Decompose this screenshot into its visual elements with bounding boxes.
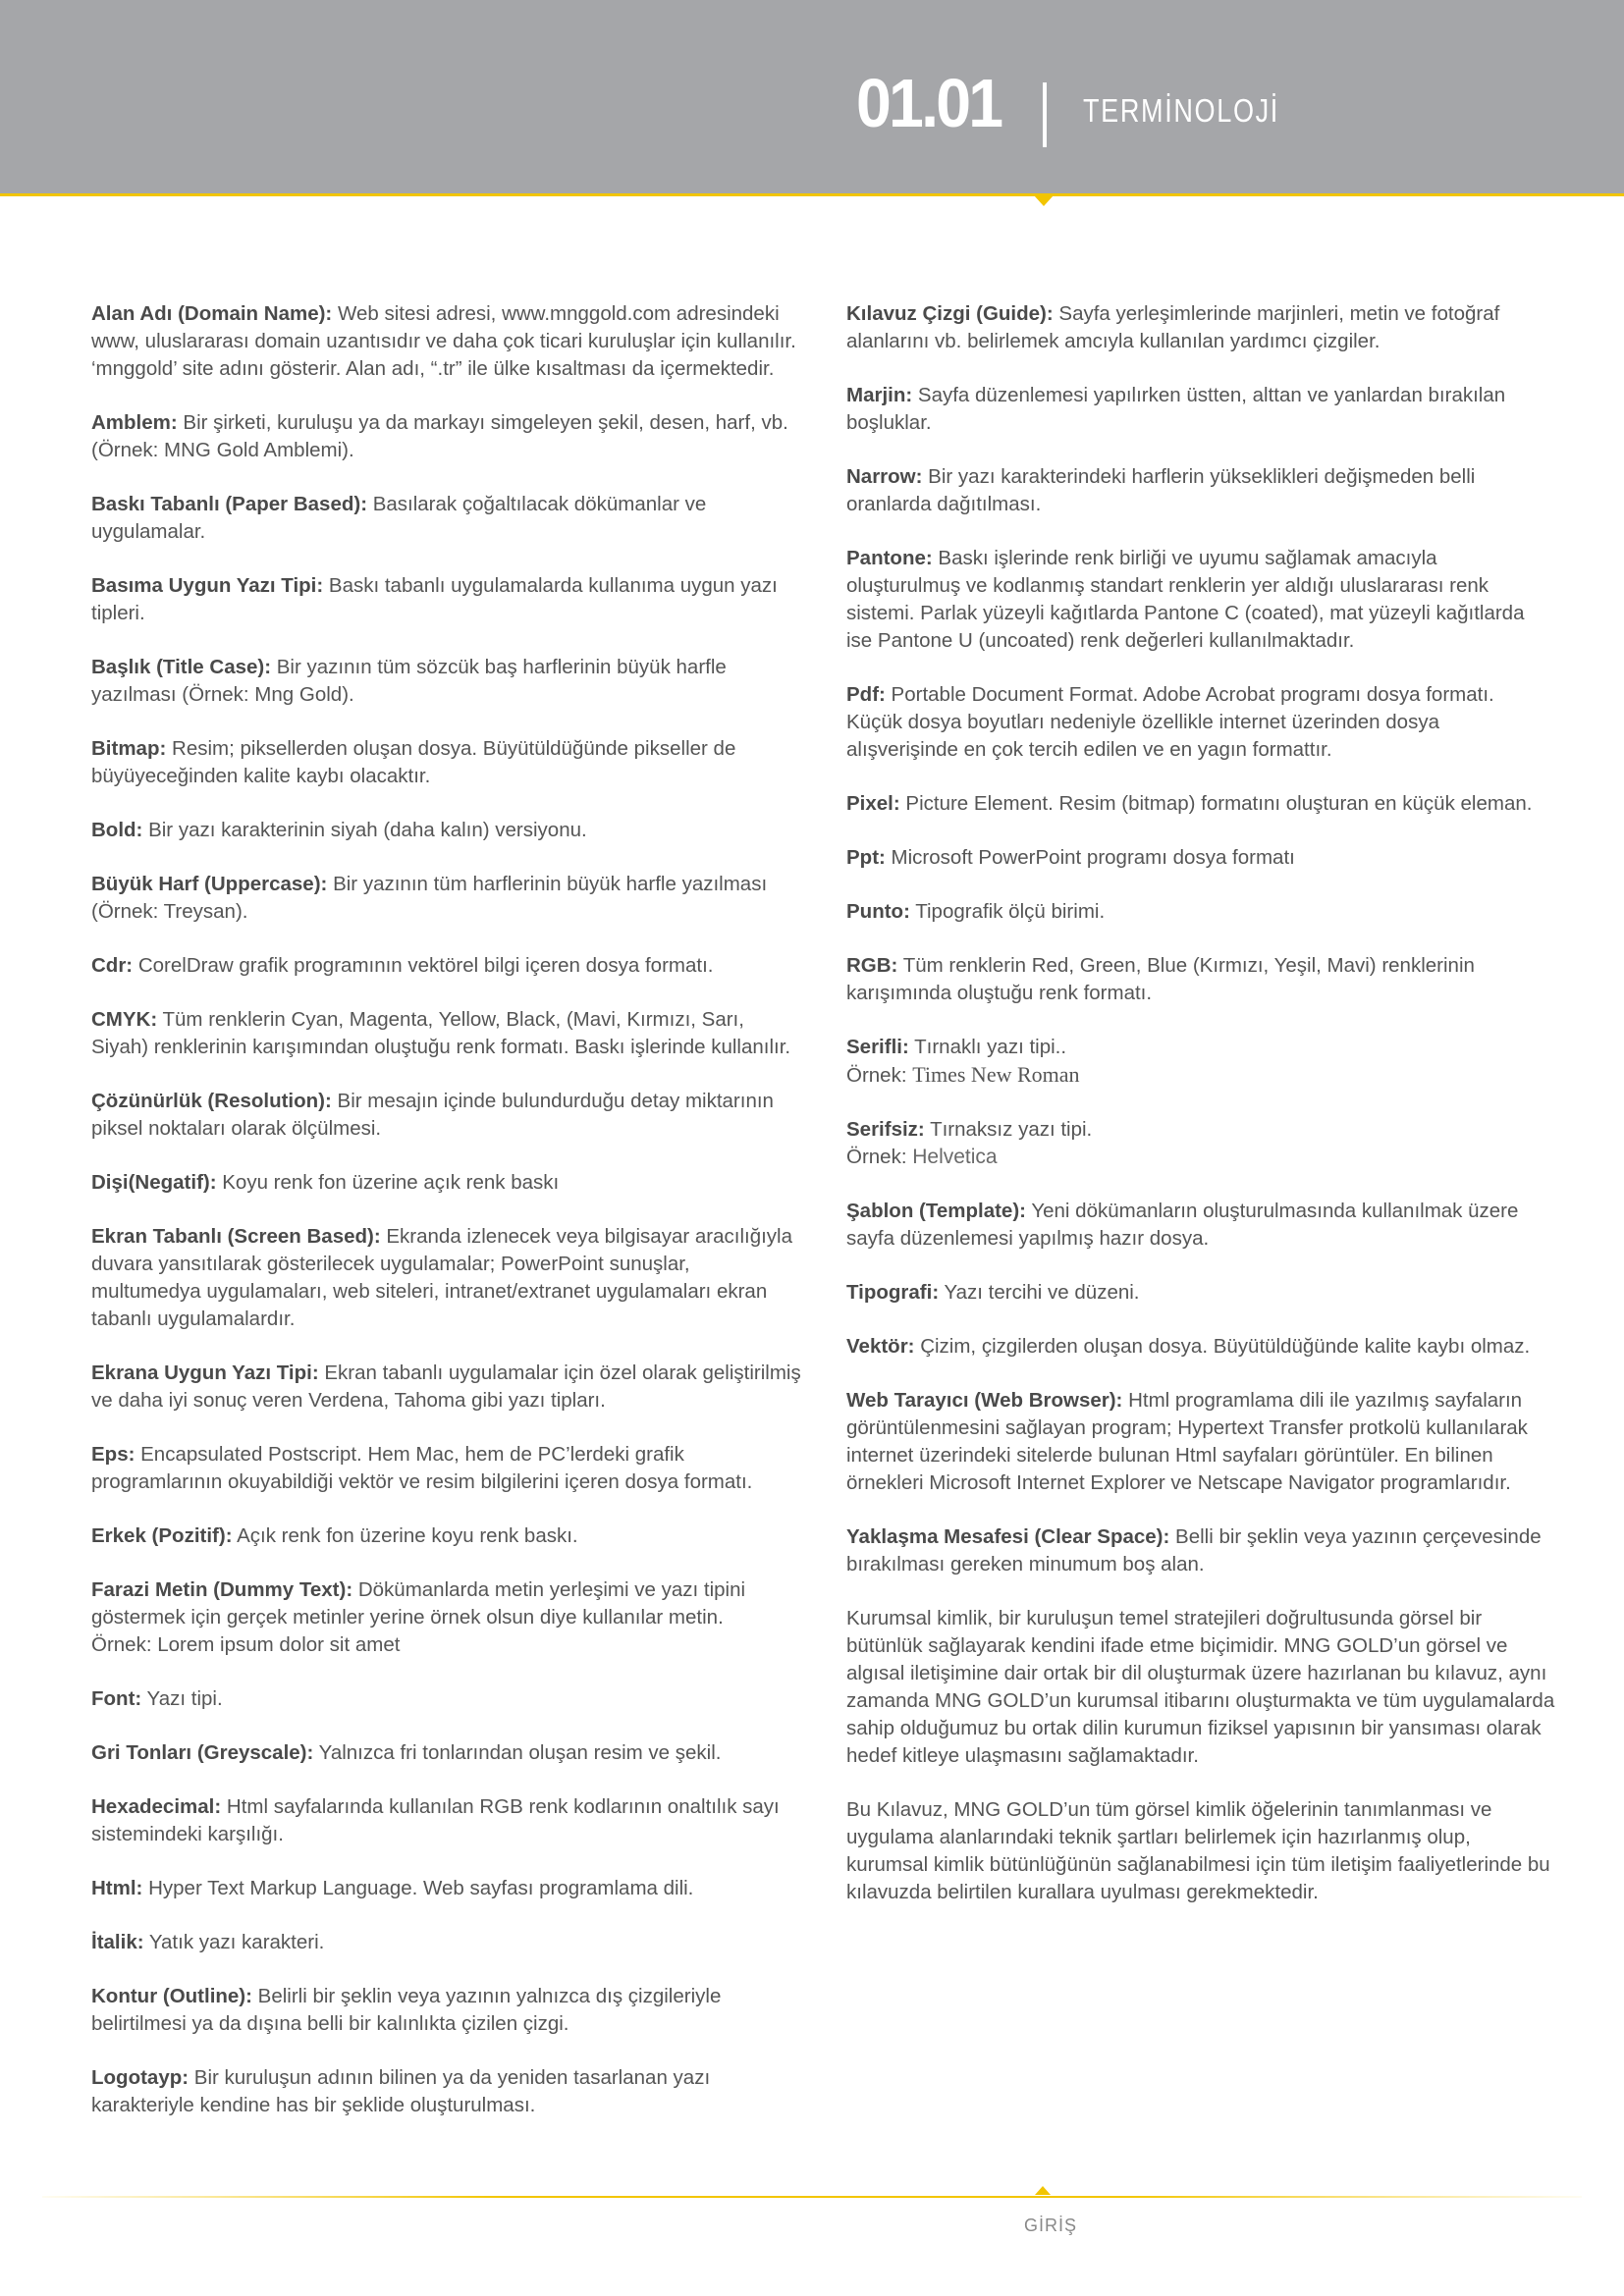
section-number: 01.01 [856,65,1001,141]
glossary-entry [91,1441,804,1496]
glossary-left-column [91,300,804,2146]
glossary-definition: Koyu renk fon üzerine açık renk baskı [216,1171,560,1194]
glossary-term: Pantone: [846,547,933,569]
glossary-term: Büyük Harf (Uppercase): [91,873,328,895]
glossary-entry [91,817,804,844]
glossary-entry [91,1360,804,1415]
glossary-term: Vektör: [846,1335,915,1358]
glossary-entry [91,2064,804,2119]
glossary-definition: Microsoft PowerPoint programı dosya formatı [885,846,1295,869]
glossary-term: Erkek (Pozitif): [91,1524,233,1547]
glossary-right-column [846,300,1555,1933]
header-accent-line [0,193,1624,196]
glossary-term: Ppt: [846,846,886,869]
glossary-definition: Yazı tipi. [141,1687,223,1710]
glossary-entry [91,1739,804,1767]
glossary-definition: Web sitesi adresi, www.mnggold.com adresindeki www, uluslararası domain uzantısıdır ve daha çok ticari kuruluşlar için kullanılır. ‘mnggold’ site adını gösterir. Alan adı, “.tr” ile ülke kısaltması da içermektedir. [91,302,796,380]
glossary-term: Html: [91,1877,143,1899]
glossary-entry [846,1333,1555,1361]
intro-paragraph: Kurumsal kimlik, bir kuruluşun temel stratejileri doğrultusunda görsel bir bütünlük sağlayarak kendini ifade etme biçimidir. MNG GOLD’un görsel ve algısal iletişimine dair ortak bir dil oluşturmak üzere hazırlanan bu kılavuz, aynı zamanda MNG GOLD’un kurumsal itibarını oluşturmakta ve tüm uygulamalarda sahip olduğumuz bu ortak dilin kurumun fiziksel yapısının bir yansıması olarak hedef kitleye ulaşmasını sağlamaktadır. [846,1607,1555,1767]
glossary-entry [91,1006,804,1061]
section-title: TERMİNOLOJİ [1083,92,1279,129]
glossary-entry [91,735,804,790]
glossary-definition: Bir yazının tüm sözcük baş harflerinin büyük harfle yazılması (Örnek: Mng Gold). [91,656,727,706]
glossary-example: Örnek: Lorem ipsum dolor sit amet [91,1633,401,1656]
glossary-entry [91,300,804,383]
glossary-term: Çözünürlük (Resolution): [91,1090,332,1112]
glossary-term: Kontur (Outline): [91,1985,252,2007]
glossary-definition: Tüm renklerin Red, Green, Blue (Kırmızı, Yeşil, Mavi) renklerinin karışımında oluştuğu renk formatı. [846,954,1475,1004]
glossary-definition: Tırnaklı yazı tipi.. [908,1036,1067,1058]
glossary-term: Eps: [91,1443,135,1466]
glossary-term: Hexadecimal: [91,1795,222,1818]
glossary-definition: Çizim, çizgilerden oluşan dosya. Büyütüldüğünde kalite kaybı olmaz. [914,1335,1531,1358]
glossary-entry [846,300,1555,355]
glossary-definition: Bir yazının tüm harflerinin büyük harfle yazılması (Örnek: Treysan). [91,873,768,923]
glossary-term: Serifli: [846,1036,909,1058]
glossary-term: Amblem: [91,411,178,434]
glossary-term: Pixel: [846,792,900,815]
glossary-definition: Html sayfalarında kullanılan RGB renk kodlarının onaltılık sayı sistemindeki karşılığı. [91,1795,780,1845]
glossary-definition: CorelDraw grafik programının vektörel bilgi içeren dosya formatı. [133,954,714,977]
glossary-term: Cdr: [91,954,134,977]
glossary-term: Bitmap: [91,737,167,760]
glossary-term: Logotayp: [91,2066,189,2089]
glossary-definition: Sayfa düzenlemesi yapılırken üstten, alttan ve yanlardan bırakılan boşluklar. [846,384,1506,434]
glossary-definition: Bir mesajın içinde bulundurduğu detay miktarının piksel noktaları olarak ölçülmesi. [91,1090,774,1140]
glossary-term: Farazi Metin (Dummy Text): [91,1578,353,1601]
glossary-entry [846,382,1555,437]
header-divider [1043,82,1047,147]
glossary-term: Dişi(Negatif): [91,1171,217,1194]
glossary-definition: Baskı işlerinde renk birliği ve uyumu sağlamak amacıyla oluşturulmuş ve kodlanmış standart renklerin yer aldığı uluslararası renk sistemi. Parlak yüzeyli kağıtlarda Pantone C (coated), mat yüzeyli kağıtlarda ise Pantone U (uncoated) renk değerleri kullanılmaktadır. [846,547,1525,652]
glossary-entry [91,654,804,709]
glossary-term: Bold: [91,819,143,841]
glossary-entry [91,1983,804,2038]
glossary-entry [91,952,804,980]
glossary-entry [846,1523,1555,1578]
glossary-entry [846,1198,1555,1253]
glossary-definition: Belli bir şeklin veya yazının çerçevesinde bırakılması gereken minumum boş alan. [846,1525,1542,1575]
page-header [0,0,1624,194]
glossary-definition: Belirli bir şeklin veya yazının yalnızca dış çizgileriyle belirtilmesi ya da dışına belli bir kalınlıkta çizilen çizgi. [91,1985,722,2035]
glossary-definition: Yalnızca fri tonlarından oluşan resim ve şekil. [313,1741,722,1764]
glossary-term: Serifsiz: [846,1118,925,1141]
sans-font-example: Helvetica [912,1146,998,1168]
glossary-entry [846,1387,1555,1497]
glossary-definition: Bir şirketi, kuruluşu ya da markayı simgeleyen şekil, desen, harf, vb. (Örnek: MNG Gold Amblemi). [91,411,788,461]
glossary-definition: Yeni dökümanların oluşturulmasında kullanılmak üzere sayfa düzenlemesi yapılmış hazır dosya. [846,1200,1519,1250]
glossary-term: Web Tarayıcı (Web Browser): [846,1389,1123,1412]
glossary-term: Font: [91,1687,142,1710]
glossary-definition: Ekranda izlenecek veya bilgisayar aracılığıyla duvara yansıtılarak gösterilecek uygulamalar; PowerPoint sunuşlar, multumedya uygulamaları, web siteleri, intranet/extranet uygulamaları ekran tabanlı uygulamalardır. [91,1225,793,1330]
glossary-entry [91,1169,804,1197]
glossary-entry [846,898,1555,926]
glossary-term: Marjin: [846,384,913,406]
footer-section-label: GİRİŞ [1024,2216,1078,2235]
glossary-definition: Bir kuruluşun adının bilinen ya da yeniden tasarlanan yazı karakteriyle kendine has bir şeklide oluşturulması. [91,2066,711,2116]
glossary-definition: Html programlama dili ile yazılmış sayfaların görüntülenmesini sağlayan program; Hypertext Transfer protkolü kullanılarak internet üzerindeki sitelerde bulunan Html sayfaları görüntüler. En bilinen örnekleri Microsoft Internet Explorer ve Netscape Navigator programlarıdır. [846,1389,1528,1494]
glossary-definition: Açık renk fon üzerine koyu renk baskı. [232,1524,578,1547]
glossary-term: RGB: [846,954,898,977]
glossary-term: Yaklaşma Mesafesi (Clear Space): [846,1525,1170,1548]
glossary-definition: Ekran tabanlı uygulamalar için özel olarak geliştirilmiş ve daha iyi sonuç veren Verdena, Tahoma gibi yazı tipları. [91,1362,801,1412]
glossary-definition: Bir yazı karakterindeki harflerin yükseklikleri değişmeden belli oranlarda dağıtılması. [846,465,1476,515]
glossary-term: Baskı Tabanlı (Paper Based): [91,493,368,515]
glossary-term: Alan Adı (Domain Name): [91,302,333,325]
glossary-example-label: Örnek: [846,1146,913,1168]
glossary-example-label: Örnek: [846,1064,913,1087]
glossary-entry [846,1116,1555,1171]
footer-arrow-marker [1035,2186,1051,2195]
glossary-term: Basıma Uygun Yazı Tipi: [91,574,324,597]
glossary-entry [846,1034,1555,1090]
glossary-term: Gri Tonları (Greyscale): [91,1741,314,1764]
glossary-term: Başlık (Title Case): [91,656,272,678]
glossary-definition: Yazı tercihi ve düzeni. [939,1281,1140,1304]
glossary-entry [91,1223,804,1333]
glossary-definition: Dökümanlarda metin yerleşimi ve yazı tipini göstermek için gerçek metinler yerine örnek olsun diye kullanılar metin. [91,1578,746,1629]
glossary-term: İtalik: [91,1931,144,1953]
glossary-term: Ekrana Uygun Yazı Tipi: [91,1362,319,1384]
glossary-entry [91,1522,804,1550]
intro-paragraph: Bu Kılavuz, MNG GOLD’un tüm görsel kimlik öğelerinin tanımlanması ve uygulama alanlarındaki teknik şartları belirlemek için hazırlanmış olup, kurumsal kimlik bütünlüğünün sağlanabilmesi için tüm iletişim faaliyetlerinde bu kılavuzda belirtilen kurallara uyulması gerekmektedir. [846,1798,1550,1903]
glossary-entry [91,1793,804,1848]
glossary-entry [846,952,1555,1007]
glossary-term: Ekran Tabanlı (Screen Based): [91,1225,381,1248]
glossary-term: Punto: [846,900,910,923]
glossary-definition: Resim; piksellerden oluşan dosya. Büyütüldüğünde pikseller de büyüyeceğinden kalite kaybı olacaktır. [91,737,736,787]
glossary-entry [91,1929,804,1956]
glossary-definition: Portable Document Format. Adobe Acrobat programı dosya formatı. Küçük dosya boyutları nedeniyle özellikle internet üzerinden dosya alışverişinde en çok tercih edilen ve en yagın formattır. [846,683,1494,761]
glossary-entry [91,1685,804,1713]
glossary-term: Narrow: [846,465,923,488]
glossary-definition: Baskı tabanlı uygulamalarda kullanıma uygun yazı tipleri. [91,574,778,624]
glossary-definition: Bir yazı karakterinin siyah (daha kalın) versiyonu. [142,819,587,841]
glossary-entry [91,409,804,464]
glossary-entry [846,681,1555,764]
glossary-entry [91,491,804,546]
glossary-entry [846,463,1555,518]
glossary-entry [846,790,1555,818]
glossary-entry [91,871,804,926]
glossary-term: Kılavuz Çizgi (Guide): [846,302,1054,325]
glossary-definition: Tüm renklerin Cyan, Magenta, Yellow, Black, (Mavi, Kırmızı, Sarı, Siyah) renklerinin karışımından oluştuğu renk formatı. Baskı işlerinde kullanılır. [91,1008,791,1058]
glossary-definition: Tipografik ölçü birimi. [909,900,1106,923]
glossary-entry [91,1576,804,1659]
glossary-entry [91,572,804,627]
glossary-entry [91,1088,804,1143]
glossary-term: CMYK: [91,1008,158,1031]
glossary-term: Şablon (Template): [846,1200,1026,1222]
glossary-definition: Encapsulated Postscript. Hem Mac, hem de PC’lerdeki grafik programlarının okuyabildiği vektör ve resim bilgilerini içeren dosya formatı. [91,1443,753,1493]
glossary-definition: Yatık yazı karakteri. [143,1931,325,1953]
glossary-definition: Picture Element. Resim (bitmap) formatını oluşturan en küçük eleman. [899,792,1533,815]
glossary-definition: Tırnaksız yazı tipi. [924,1118,1093,1141]
serif-font-example: Times New Roman [912,1062,1080,1087]
glossary-entry [846,844,1555,872]
glossary-entry [846,1279,1555,1307]
header-arrow-marker [1034,195,1054,206]
glossary-entry [91,1875,804,1902]
footer-accent-line [42,2196,1582,2198]
glossary-definition: Sayfa yerleşimlerinde marjinleri, metin ve fotoğraf alanlarını vb. belirlemek amcıyla kullanılan yardımcı çizgiler. [846,302,1500,352]
glossary-definition: Basılarak çoğaltılacak dökümanlar ve uygulamalar. [91,493,707,543]
glossary-definition: Hyper Text Markup Language. Web sayfası programlama dili. [142,1877,694,1899]
glossary-term: Tipografi: [846,1281,940,1304]
glossary-entry [846,545,1555,655]
glossary-term: Pdf: [846,683,886,706]
